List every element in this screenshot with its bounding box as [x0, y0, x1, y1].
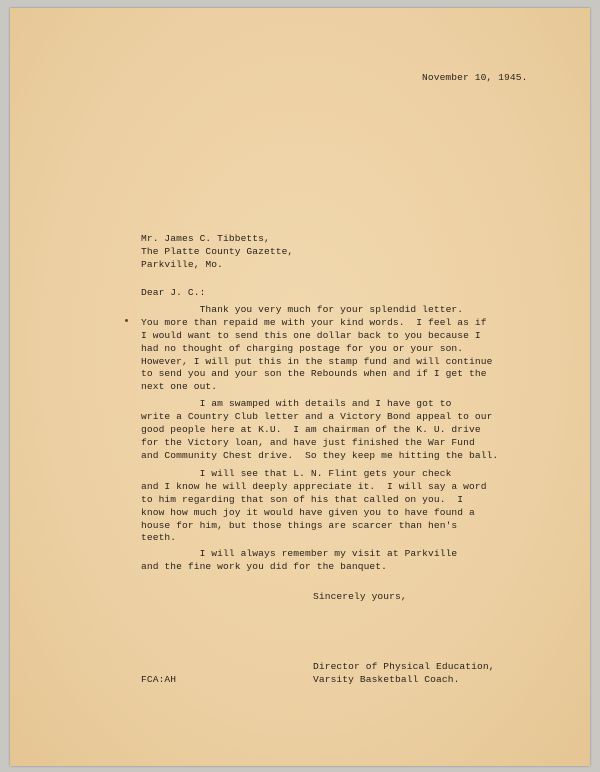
paragraph-line: next one out.: [141, 381, 218, 393]
paragraph-line: to send you and your son the Rebounds when and if I get the: [141, 368, 487, 380]
paragraph-line: However, I will put this in the stamp fund and will continue: [141, 355, 493, 367]
paragraph-3: [141, 468, 487, 545]
paragraph-line: I am swamped with details and I have got to: [141, 398, 452, 409]
paragraph-line: and Community Chest drive. So they keep me hitting the ball.: [141, 449, 499, 461]
paragraph-line: write a Country Club letter and a Victory Bond appeal to our: [141, 410, 493, 422]
letter-page: [10, 8, 590, 766]
recipient-line: The Platte County Gazette,: [141, 245, 294, 257]
paragraph-line: had no thought of charging postage for you or your son.: [141, 342, 464, 354]
recipient-line: Parkville, Mo.: [141, 258, 224, 270]
recipient-line: Mr. James C. Tibbetts,: [141, 233, 270, 244]
paragraph-4: [141, 548, 457, 574]
paragraph-line: house for him, but those things are scarcer than hen's: [141, 519, 458, 531]
signature-title: [313, 661, 495, 687]
paragraph-line: I will see that L. N. Flint gets your check: [141, 468, 452, 479]
letter-date: November 10, 1945.: [422, 72, 528, 83]
paragraph-line: Thank you very much for your splendid letter.: [141, 304, 464, 315]
paragraph-1: [141, 304, 492, 394]
salutation: Dear J. C.:: [141, 287, 206, 298]
paragraph-line: I will always remember my visit at Parkville: [141, 548, 458, 559]
paragraph-line: You more than repaid me with your kind words. I feel as if: [141, 316, 487, 328]
paragraph-2: [141, 398, 498, 462]
paragraph-line: good people here at K.U. I am chairman of the K. U. drive: [141, 423, 481, 435]
paragraph-line: teeth.: [141, 532, 177, 544]
paragraph-line: for the Victory loan, and have just finished the War Fund: [141, 436, 475, 448]
paragraph-line: and the fine work you did for the banquet.: [141, 560, 388, 572]
typist-initials: FCA:AH: [141, 674, 177, 685]
punch-mark: [125, 319, 128, 322]
paragraph-line: know how much joy it would have given you to have found a: [141, 506, 475, 518]
signature-line: Director of Physical Education,: [313, 661, 495, 672]
signature-line: Varsity Basketball Coach.: [313, 673, 460, 685]
paragraph-line: I would want to send this one dollar back to you because I: [141, 329, 481, 341]
closing: Sincerely yours,: [313, 591, 407, 602]
paragraph-line: and I know he will deeply appreciate it. I will say a word: [141, 480, 487, 492]
recipient-address: [141, 233, 293, 272]
paragraph-line: to him regarding that son of his that called on you. I: [141, 493, 464, 505]
